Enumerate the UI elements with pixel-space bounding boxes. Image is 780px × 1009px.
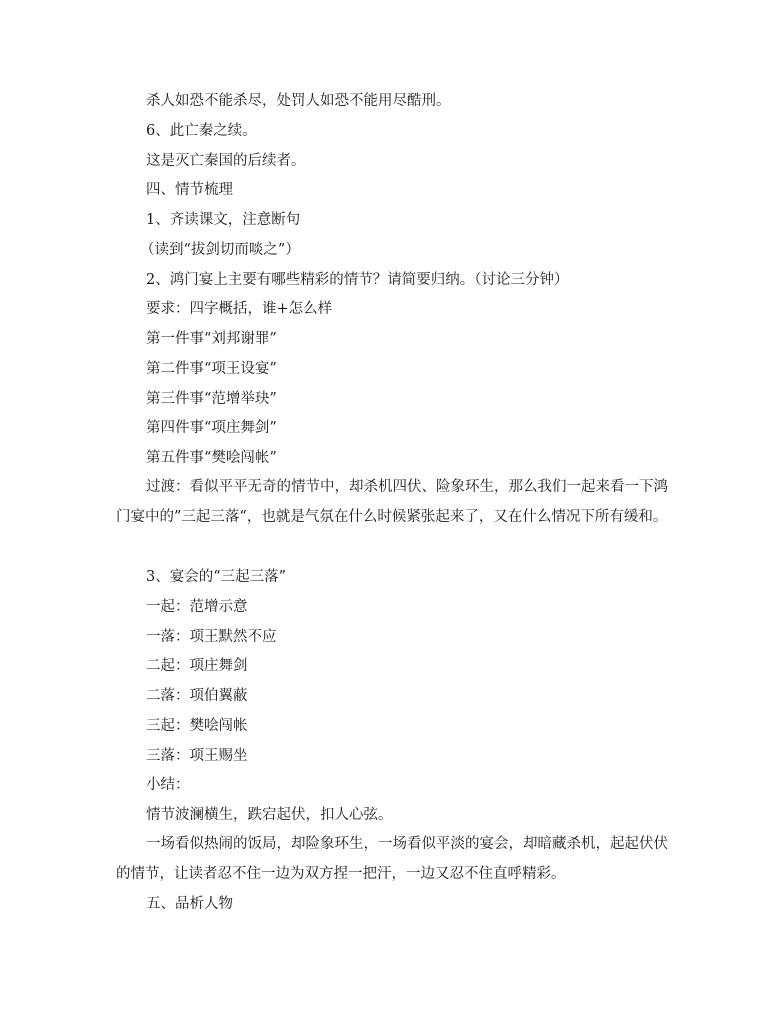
list-item-event-4: 第四件事“项庄舞剑”	[146, 420, 277, 436]
list-item-event-3: 第三件事“范增举玦”	[146, 391, 277, 407]
list-item-event-2: 第二件事“项王设宴”	[146, 361, 277, 377]
transition-paragraph: 过渡：看似平平无奇的情节中，却杀机四伏、险象环生，那么我们一起来看一下鸿门宴中的”三起三落“，也就是气氛在什么时候紧张起来了，又在什么情况下所有缓和。	[116, 479, 668, 525]
text-line-5: 1、齐读课文，注意断句	[146, 212, 301, 228]
list-item-rise-1: 一起：范增示意	[146, 599, 248, 615]
text-line-3: 这是灭亡秦国的后续者。	[146, 153, 306, 169]
text-line-1: 杀人如恐不能杀尽，处罚人如恐不能用尽酷刑。	[146, 93, 451, 109]
summary-label: 小结：	[146, 777, 190, 793]
text-line-three-rises: 3、宴会的“三起三落”	[146, 569, 287, 585]
section-heading-characters: 五、品析人物	[146, 896, 233, 912]
list-item-fall-3: 三落：项王赐坐	[146, 748, 248, 764]
text-line-8: 要求：四字概括，谁+怎么样	[146, 301, 333, 317]
list-item-fall-1: 一落：项王默然不应	[146, 629, 277, 645]
text-line-6: （读到“拔剑切而啖之”）	[140, 242, 300, 258]
list-item-rise-3: 三起：樊哙闯帐	[146, 718, 248, 734]
text-line-2: 6、此亡秦之续。	[146, 123, 257, 139]
text-line-7: 2、鸿门宴上主要有哪些精彩的情节？请简要归纳。（讨论三分钟）	[146, 272, 569, 288]
summary-line: 情节波澜横生，跌宕起伏，扣人心弦。	[146, 807, 393, 823]
list-item-rise-2: 二起：项庄舞剑	[146, 658, 248, 674]
list-item-fall-2: 二落：项伯翼蔽	[146, 688, 248, 704]
list-item-event-1: 第一件事“刘邦谢罪”	[146, 331, 277, 347]
section-heading-plot: 四、情节梳理	[146, 182, 233, 198]
summary-paragraph: 一场看似热闹的饭局，却险象环生，一场看似平淡的宴会，却暗藏杀机，起起伏伏的情节，让读者忍不住一边为双方捏一把汗，一边又忍不住直呼精彩。	[116, 836, 668, 882]
list-item-event-5: 第五件事“樊哙闯帐”	[146, 450, 277, 466]
